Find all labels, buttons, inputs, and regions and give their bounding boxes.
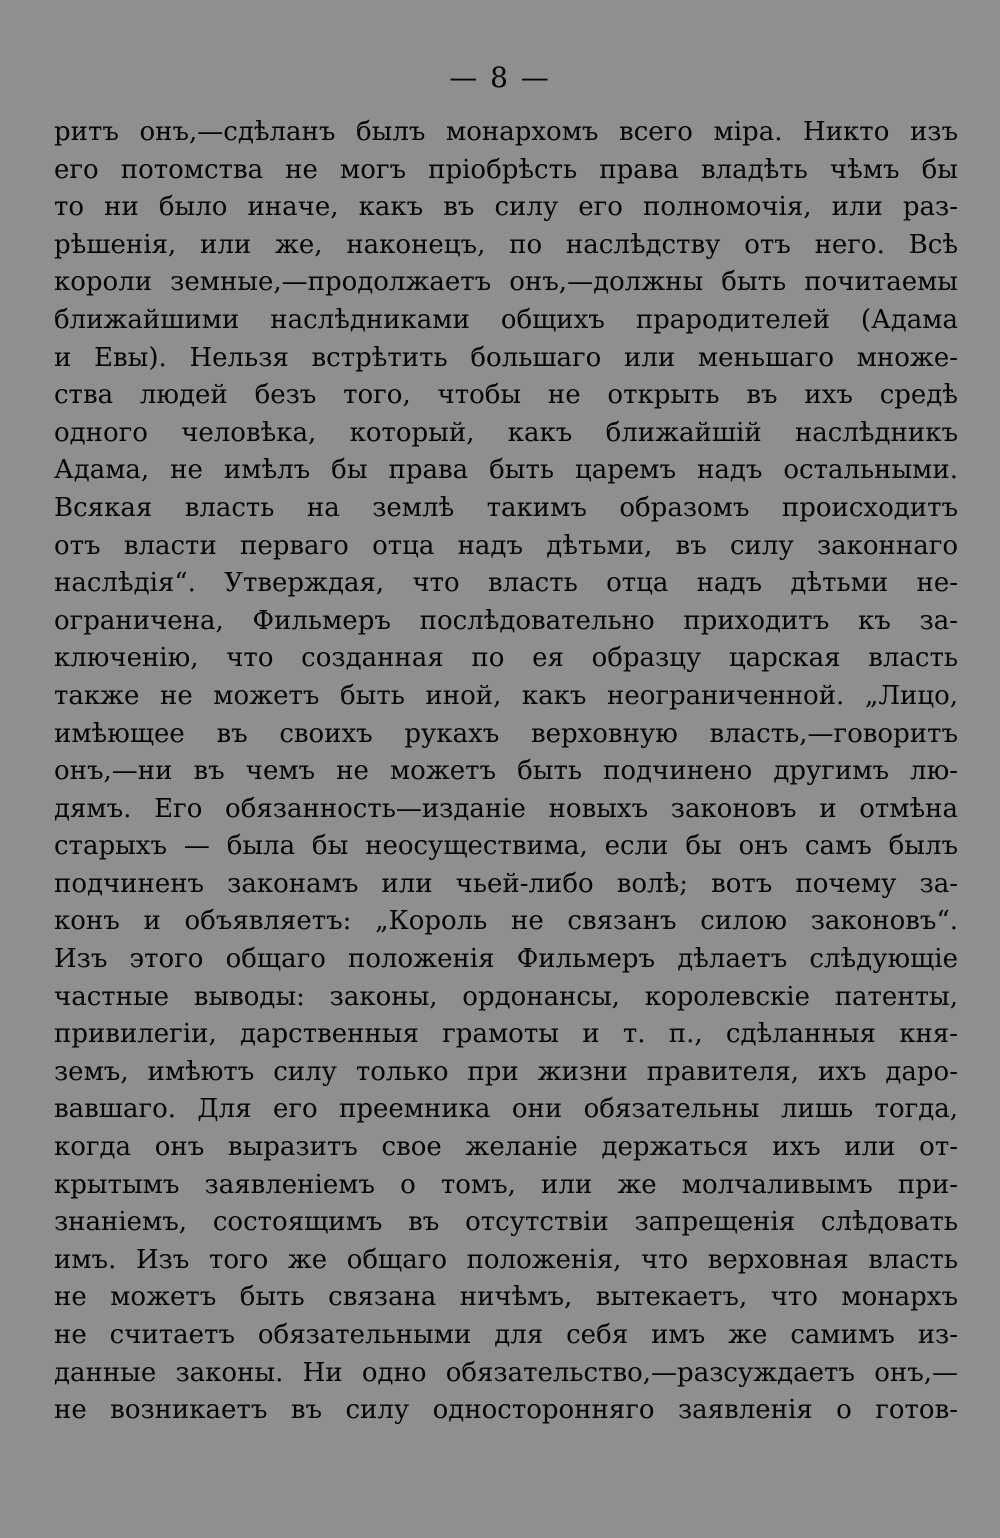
text-line: частные выводы: законы, ордонансы, королевскіе патенты, (54, 981, 958, 1012)
text-line: короли земные,—продолжаетъ онъ,—должны быть почитаемы (54, 267, 958, 298)
text-line: его потомства не могъ пріобрѣсть права владѣть чѣмъ бы (54, 154, 958, 185)
text-line: также не можетъ быть иной, какъ неограниченной. „Лицо, (54, 680, 958, 711)
text-line: одного человѣка, который, какъ ближайшій наслѣдникъ (54, 417, 958, 448)
text-line: отъ власти перваго отца надъ дѣтьми, въ силу законнаго (54, 530, 958, 561)
text-line: вавшаго. Для его преемника они обязательны лишь тогда, (54, 1094, 958, 1125)
page-number: — 8 — (449, 61, 551, 94)
text-line: рѣшенія, или же, наконецъ, по наслѣдству отъ него. Всѣ (54, 229, 958, 260)
text-line: дямъ. Его обязанность—изданіе новыхъ законовъ и отмѣна (54, 793, 958, 824)
text-line: ритъ онъ,—сдѣланъ былъ монархомъ всего міра. Никто изъ (54, 117, 958, 147)
text-line: и Евы). Нельзя встрѣтить большаго или меньшаго множе- (54, 342, 958, 373)
text-line: наслѣдія“. Утверждая, что власть отца надъ дѣтьми не- (54, 568, 958, 599)
text-line: не можетъ быть связана ничѣмъ, вытекаетъ, что монархъ (54, 1282, 958, 1313)
text-line: имъ. Изъ того же общаго положенія, что верховная власть (54, 1244, 958, 1275)
text-line: не считаетъ обязательными для себя имъ же самимъ из- (54, 1320, 958, 1350)
text-line: не возникаетъ въ силу односторонняго заявленія о готов- (54, 1395, 958, 1426)
text-line: ближайшими наслѣдниками общихъ прародителей (Адама (54, 304, 958, 335)
text-line: знаніемъ, состоящимъ въ отсутствіи запрещенія слѣдовать (54, 1207, 958, 1238)
text-line: Изъ этого общаго положенія Фильмеръ дѣлаетъ слѣдующіе (54, 944, 958, 975)
text-line: когда онъ выразитъ свое желаніе держаться ихъ или от- (54, 1132, 958, 1163)
text-line: ключенію, что созданная по ея образцу царская власть (54, 643, 958, 674)
text-line: ограничена, Фильмеръ послѣдовательно приходитъ къ за- (54, 605, 958, 636)
text-line: земъ, имѣютъ силу только при жизни правителя, ихъ даро- (54, 1056, 958, 1087)
text-line: данные законы. Ни одно обязательство,—разсуждаетъ онъ,— (54, 1357, 958, 1388)
text-line: онъ,—ни въ чемъ не можетъ быть подчинено другимъ лю- (54, 756, 958, 787)
text-line: то ни было иначе, какъ въ силу его полномочія, или раз- (54, 192, 958, 223)
text-line: Адама, не имѣлъ бы права быть царемъ надъ остальными. (54, 455, 958, 486)
text-line: имѣющее въ своихъ рукахъ верховную власть,—говоритъ (54, 718, 958, 749)
body-text (54, 114, 958, 1430)
text-line: Всякая власть на землѣ такимъ образомъ происходитъ (54, 492, 958, 523)
text-line: крытымъ заявленіемъ о томъ, или же молчаливымъ при- (54, 1169, 958, 1200)
text-line: старыхъ — была бы неосуществима, если бы онъ самъ былъ (54, 831, 958, 862)
text-line: ства людей безъ того, чтобы не открыть въ ихъ средѣ (54, 380, 958, 411)
text-line: подчиненъ законамъ или чьей-либо волѣ; вотъ почему за- (54, 868, 958, 899)
text-line: привилегіи, дарственныя грамоты и т. п., сдѣланныя кня- (54, 1019, 958, 1050)
text-line: конъ и объявляетъ: „Король не связанъ силою законовъ“. (54, 906, 958, 937)
